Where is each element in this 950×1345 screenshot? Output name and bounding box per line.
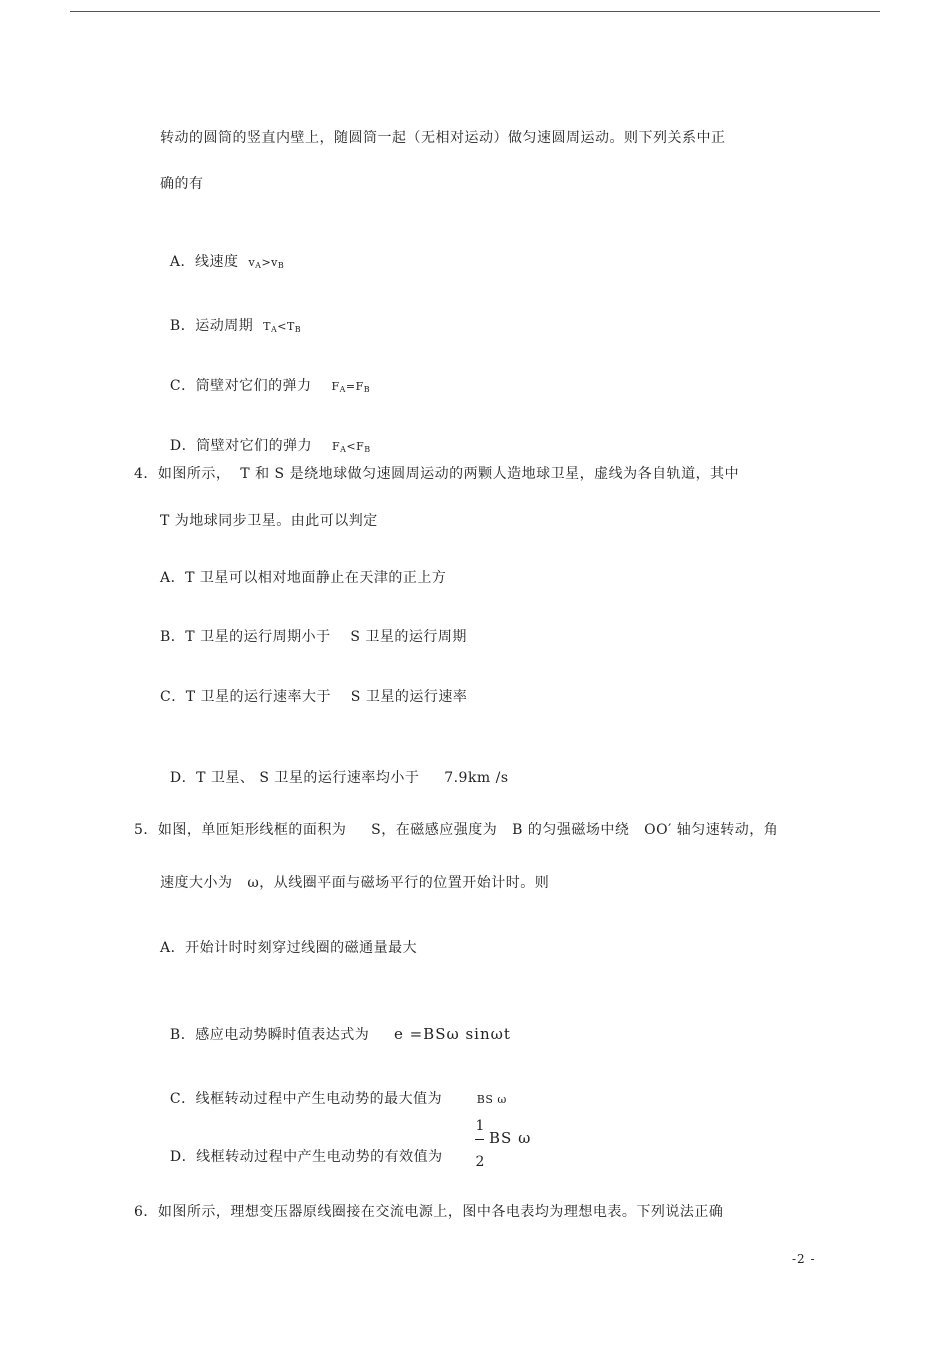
page-number: -2 - [792, 1252, 816, 1266]
q3-option-b [160, 296, 301, 340]
q4-option-d-value: 7.9km /s [444, 770, 509, 786]
q3-b-sub1: A [270, 325, 278, 334]
q5-option-b-text: B．感应电动势瞬时值表达式为 [169, 1027, 370, 1043]
q5-option-c [160, 1069, 507, 1110]
q3-option-b-label: B．运动周期 [169, 318, 254, 334]
q3-option-d-label: D．筒壁对它们的弹力 [169, 438, 313, 454]
header-rule [70, 11, 880, 12]
q5-stem-line2: 速度大小为 ω，从线圈平面与磁场平行的位置开始计时。则 [160, 875, 550, 891]
q6-stem-line1: 6．如图所示，理想变压器原线圈接在交流电源上，图中各电表均为理想电表。下列说法正确 [134, 1204, 724, 1220]
q3-c-sub2: B [363, 385, 371, 394]
q3-option-c [160, 356, 370, 400]
q4-option-d [160, 748, 509, 788]
q4-option-c: C．T 卫星的运行速率大于 S 卫星的运行速率 [160, 689, 468, 705]
q3-option-c-label: C．筒壁对它们的弹力 [169, 378, 312, 394]
q3-b-var2: T [286, 320, 295, 333]
q4-option-a: A．T 卫星可以相对地面静止在天津的正上方 [160, 570, 447, 586]
q4-stem-line1: 4．如图所示， T 和 S 是绕地球做匀速圆周运动的两颗人造地球卫星，虚线为各自轨道，其中 [134, 466, 740, 482]
q3-d-var1: F [331, 440, 341, 453]
fraction-bar [475, 1139, 484, 1140]
q5-option-d [160, 1127, 443, 1167]
q3-b-var1: T [263, 320, 271, 333]
q5-option-b [160, 1004, 511, 1045]
q5-option-c-expr: BS ω [476, 1093, 507, 1106]
fraction-denominator: 2 [475, 1154, 485, 1170]
q3-a-op: > [261, 256, 272, 269]
fraction-numerator: 1 [475, 1118, 485, 1134]
q3-stem-line1: 转动的圆筒的竖直内壁上，随圆筒一起（无相对运动）做匀速圆周运动。则下列关系中正 [160, 130, 726, 146]
q3-d-sub1: A [340, 445, 347, 454]
q4-option-b: B．T 卫星的运行周期小于 S 卫星的运行周期 [160, 629, 467, 645]
q5-option-a: A．开始计时时刻穿过线圈的磁通量最大 [160, 940, 418, 956]
q5-option-d-text: D．线框转动过程中产生电动势的有效值为 [169, 1149, 443, 1165]
q3-d-var2: F [356, 440, 365, 453]
q3-option-a-label: A．线速度 [169, 254, 239, 270]
q3-b-sub2: B [294, 325, 302, 334]
q3-c-var2: F [355, 380, 364, 393]
q5-option-d-expr: BS ω [489, 1129, 532, 1147]
q3-c-sub1: A [339, 385, 346, 394]
q4-stem-line2: T 为地球同步卫星。由此可以判定 [160, 513, 378, 529]
q3-a-sub2: B [277, 261, 285, 270]
q3-d-op: < [346, 440, 357, 453]
q3-option-d [160, 416, 371, 460]
q5-option-b-expr: e =BSω sinωt [393, 1025, 511, 1043]
q3-c-op: = [345, 380, 356, 393]
q3-c-var1: F [331, 380, 340, 393]
q5-stem-line1: 5．如图，单匝矩形线框的面积为 S，在磁感应强度为 B 的匀强磁场中绕 OO′ 轴匀速转动，角 [134, 822, 779, 838]
q3-stem-line2: 确的有 [160, 176, 204, 192]
q3-a-var1: v [248, 256, 256, 269]
q5-option-c-text: C．线框转动过程中产生电动势的最大值为 [169, 1091, 443, 1107]
q3-b-op: < [277, 320, 287, 333]
q3-d-sub2: B [364, 445, 371, 454]
q4-option-d-text: D．T 卫星、 S 卫星的运行速率均小于 [169, 770, 420, 786]
q3-a-sub1: A [255, 261, 262, 270]
q3-option-a [160, 232, 284, 276]
q3-a-var2: v [271, 256, 278, 269]
